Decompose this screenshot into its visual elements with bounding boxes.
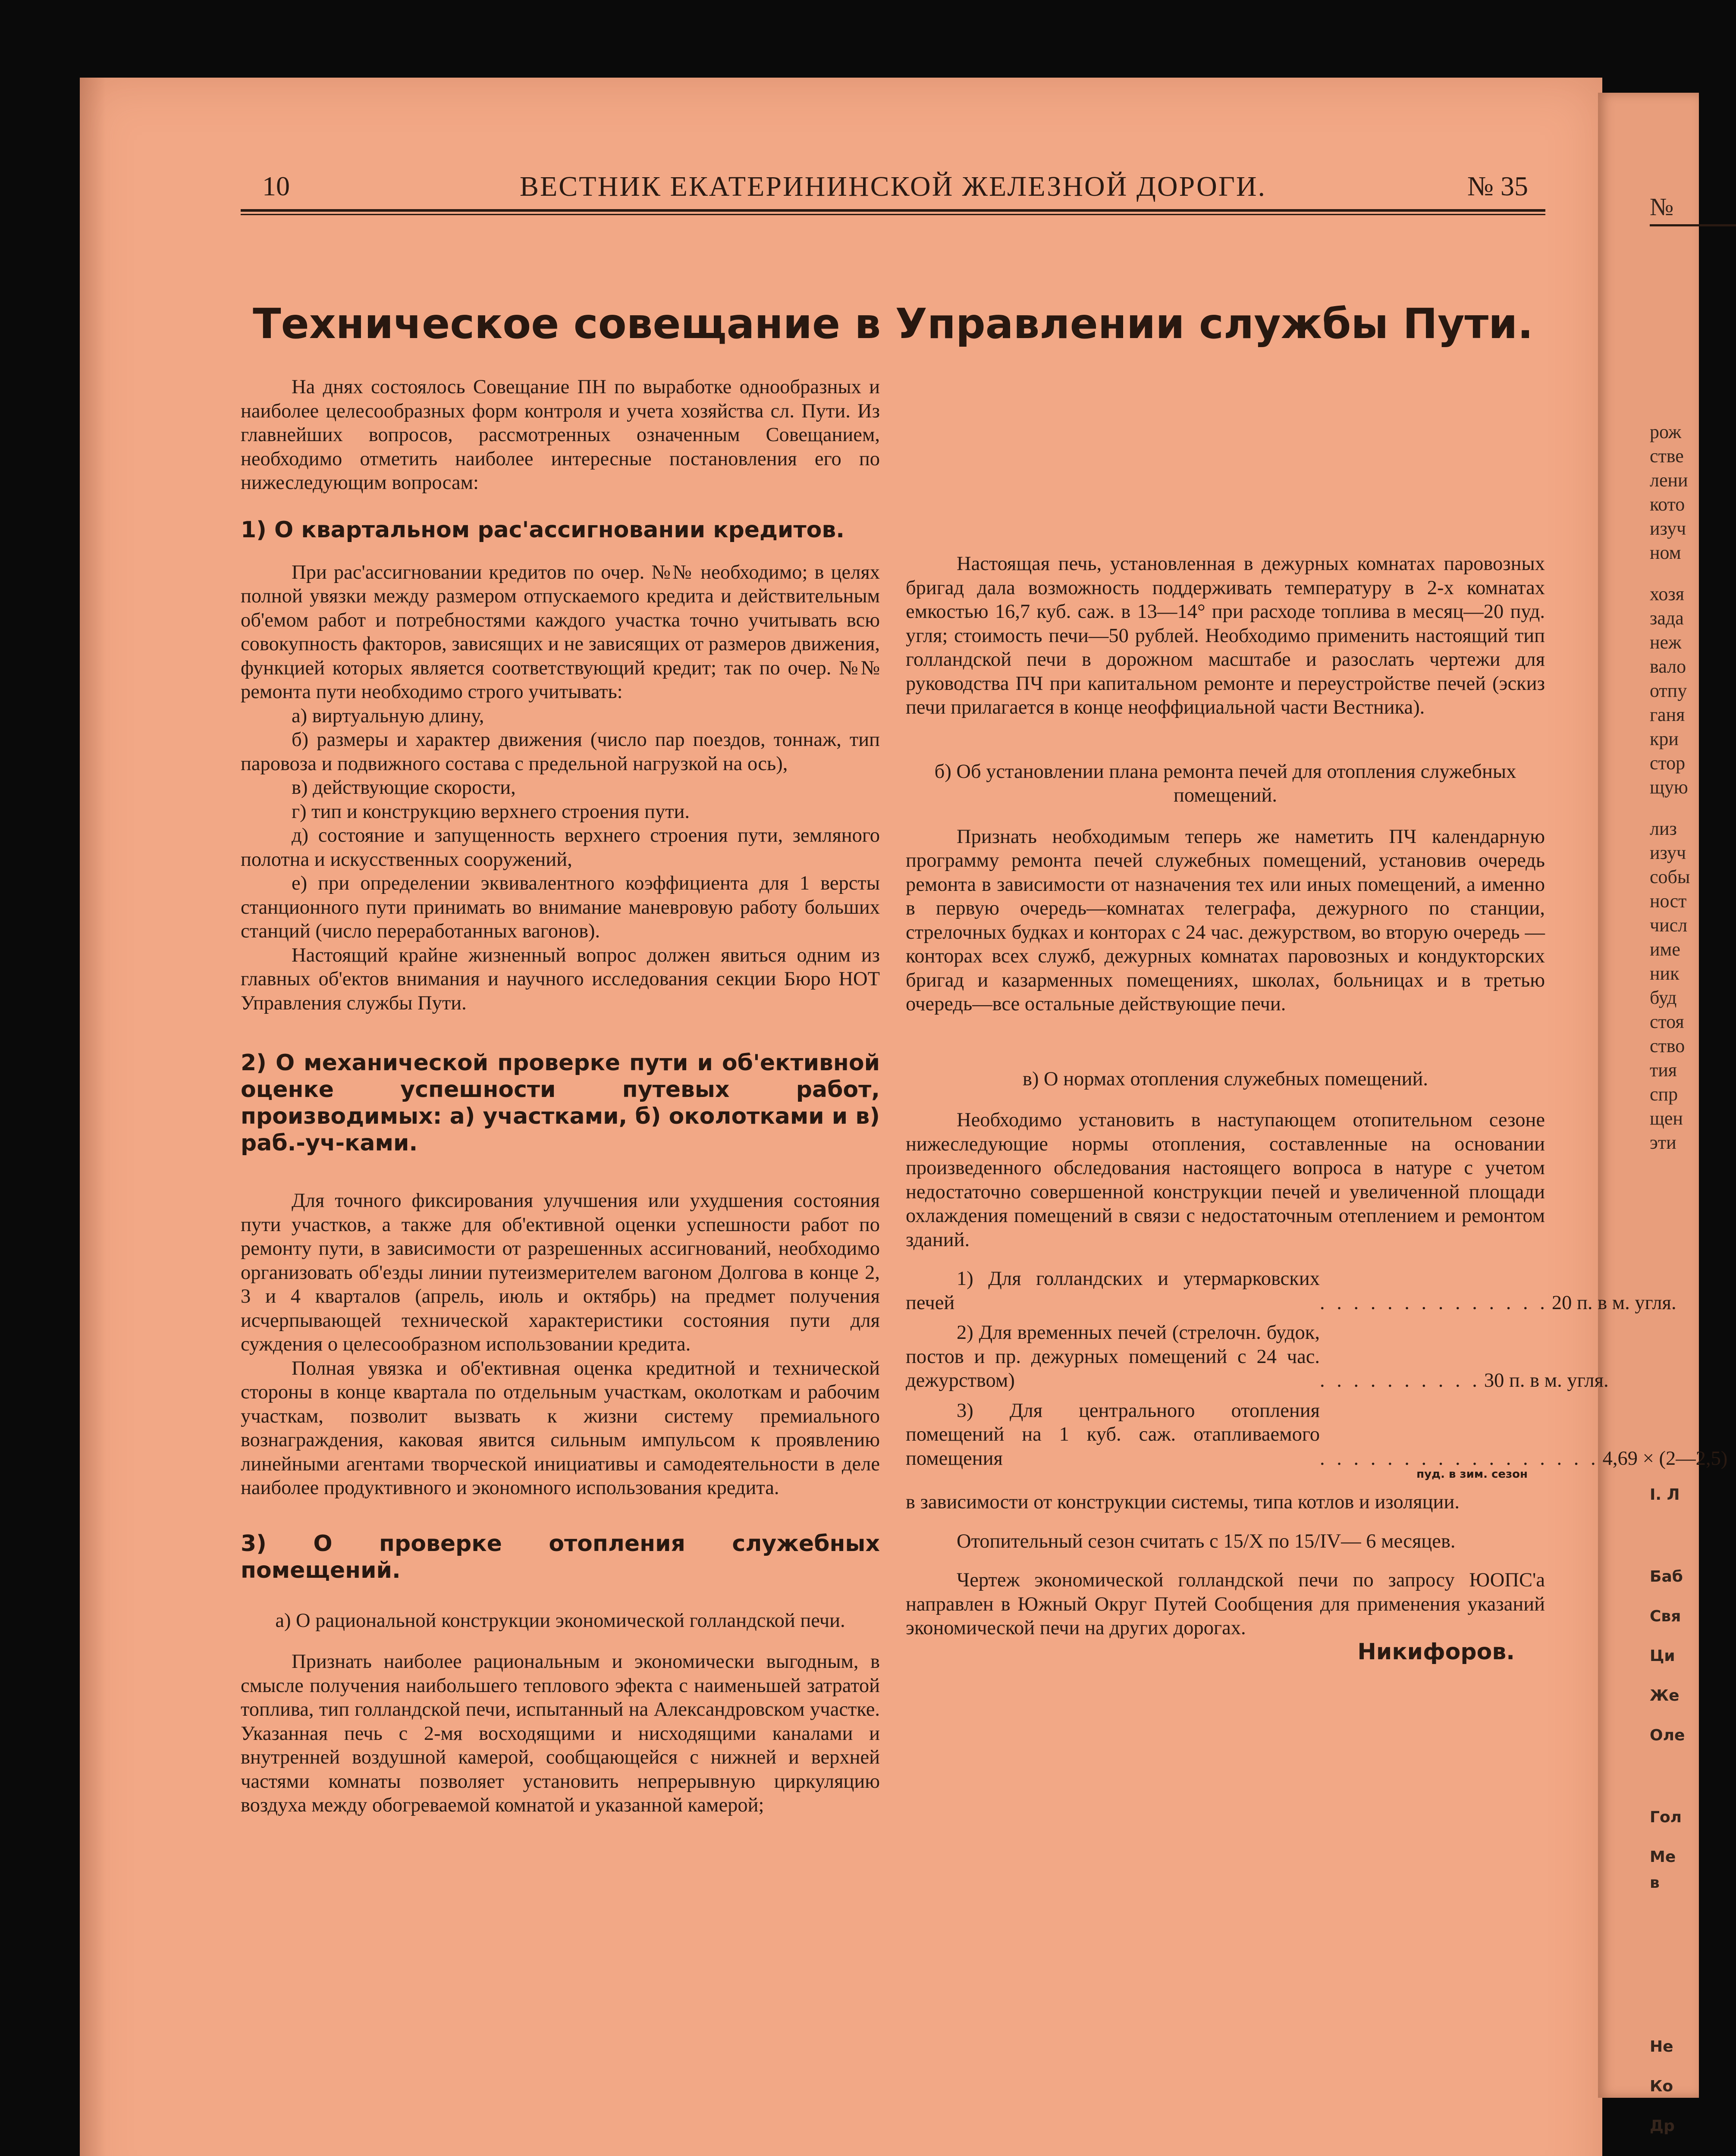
intro-paragraph: На днях состоялось Совещание ПН по выработке однообразных и наиболее целесообразных форм контроля и учета хозяйства сл. Пути. Из главнейших вопросов, рассмотренных означенным Совещанием, необходимо отметить наиболее интересные постановления его по нижеследующим вопросам:	[241, 376, 880, 494]
adjacent-page-fragment: щен	[1650, 1108, 1683, 1129]
adjacent-page-fragment: ност	[1650, 890, 1687, 912]
adjacent-page-fragment: I. Л	[1650, 1486, 1680, 1504]
norm-leader: . . . . . . . . . . . . . .	[1320, 1291, 1548, 1314]
adjacent-page-fragment: буд	[1650, 987, 1677, 1008]
adjacent-page-fragment: числ	[1650, 915, 1688, 936]
subsection-a-paragraph: Настоящая печь, установленная в дежурных комнатах паровозных бригад дала возможность поддерживать температуру в 2-х комнатах емкостью 16,7 куб. саж. в 13—14° при расходе топлива в месяц—20 пуд. угля; стоимость печи—50 рублей. Необходимо применить настоящий тип голландской печи в дорожном масштабе и разослать чертежи для руководства ПЧ при капитальном ремонте и переустройстве печей (эскиз печи прилагается в конце неоффициальной части Вестника).	[906, 553, 1545, 718]
norm-row	[906, 1321, 1609, 1393]
adjacent-page-fragment: Др	[1650, 2117, 1675, 2135]
adjacent-page-fragment: стоя	[1650, 1011, 1684, 1032]
norm-label: 1) Для голландских и утермарковских печей	[906, 1268, 1320, 1314]
left-column	[241, 375, 880, 2100]
norm-row	[906, 1399, 1728, 1471]
adjacent-page-fragment: ство	[1650, 1035, 1685, 1056]
adjacent-page-fragment: ник	[1650, 963, 1679, 984]
adjacent-page-fragment: име	[1650, 939, 1680, 960]
list-item: а) виртуальную длину,	[292, 705, 484, 727]
subsection-v-heading: в) О нормах отопления служебных помещений.	[1022, 1068, 1428, 1090]
adjacent-page-fragment: ном	[1650, 542, 1681, 563]
spacer	[906, 720, 1545, 735]
norm-value: 20 п. в м. угля.	[1551, 1291, 1676, 1314]
adjacent-page-fragment: Свя	[1650, 1608, 1681, 1625]
adjacent-page-fragment: в	[1650, 1874, 1660, 1892]
adjacent-page-fragment: рож	[1650, 421, 1682, 442]
adjacent-page-issue: №	[1650, 193, 1674, 221]
adjacent-page-fragment: лени	[1650, 470, 1688, 491]
subsection-a-heading: а) О рациональной конструкции экономической голландской печи.	[275, 1609, 845, 1632]
adjacent-page-fragment: тия	[1650, 1059, 1677, 1081]
article-author: Никифоров.	[1357, 1639, 1515, 1665]
subsection-b-paragraph: Признать необходимым теперь же наметить ПЧ календарную программу ремонта печей служебных помещений, установив очередь ремонта в зависимости от назначения тех или иных помещений, а именно в первую очередь—комнатах телеграфа, дежурного по станции, стрелочных будках и конторах с 24 час. дежурством, во вторую очередь — конторах всех служб, дежурных комнатах паровозных и кондукторских бригад и казарменных помещениях, школах, больницах и в третью очередь—все остальные действующие печи.	[906, 825, 1545, 1015]
subsection-v-paragraph: в зависимости от конструкции системы, типа котлов и изоляции.	[906, 1491, 1460, 1513]
issue-number: № 35	[1467, 171, 1528, 201]
page-number: 10	[262, 171, 290, 201]
adjacent-page-fragment: изуч	[1650, 518, 1686, 539]
norm-label: 2) Для временных печей (стрелочн. будок, постов и пр. дежурных помещений с 24 час. дежурством)	[906, 1322, 1320, 1391]
norm-row	[906, 1267, 1676, 1315]
adjacent-page-fragment: хозя	[1650, 583, 1684, 605]
list-item: в) действующие скорости,	[292, 777, 516, 799]
adjacent-page-fragment: вало	[1650, 656, 1686, 677]
adjacent-page-fragment: собы	[1650, 866, 1690, 887]
adjacent-page-fragment: эти	[1650, 1132, 1676, 1153]
journal-title: ВЕСТНИК ЕКАТЕРИНИНСКОЙ ЖЕЛЕЗНОЙ ДОРОГИ.	[519, 171, 1267, 202]
section-2-paragraph: Для точного фиксирования улучшения или ухудшения состояния пути участков, а также для об'ективной оценки успешности работ по ремонту пути, в зависимости от разрешенных ассигнований, необходимо организовать об'езды линии путеизмерителем вагоном Долгова в конце 2, 3 и 4 кварталов (апрель, июль и октябрь) на предмет получения исчерпывающей технической характеристики состояния пути для суждения о целесообразном использовании кредита.	[241, 1190, 880, 1355]
adjacent-page-fragment: изуч	[1650, 842, 1686, 863]
adjacent-page-fragment: Ко	[1650, 2078, 1673, 2095]
adjacent-page-fragment: Баб	[1650, 1568, 1683, 1586]
list-item: б) размеры и характер движения (число пар поездов, тоннаж, тип паровоза и подвижного состава с предельной нагрузкой на ось),	[241, 729, 880, 775]
adjacent-page-fragment: Ме	[1650, 1848, 1676, 1866]
adjacent-page-fragment: Оле	[1650, 1727, 1685, 1744]
subsection-v-paragraph: Чертеж экономической голландской печи по запросу ЮОПС'а направлен в Южный Округ Путей Сообщения для применения указаний экономической печи на других дорогах.	[906, 1569, 1545, 1639]
subsection-v-paragraph: Необходимо установить в наступающем отопительном сезоне нижеследующие нормы отопления, составленные на основании произведенного обследования настоящего вопроса в натуре с учетом недостаточно совершенной конструкции печей и увеличенной площади охлаждения помещений в связи с недостаточным отеплением и ремонтом зданий.	[906, 1109, 1545, 1251]
spacer	[906, 1252, 1545, 1267]
norm-leader: . . . . . . . . . .	[1320, 1369, 1481, 1391]
section-1-conclusion: Настоящий крайне жизненный вопрос должен явиться одним из главных об'ектов внимания и научного исследования секции Бюро НОТ Управления службы Пути.	[241, 944, 880, 1014]
subsection-v-paragraph: Отопительный сезон считать с 15/X по 15/IV— 6 месяцев.	[957, 1530, 1456, 1552]
adjacent-page-fragment: Не	[1650, 2038, 1673, 2056]
adjacent-page-fragment: лиз	[1650, 818, 1677, 839]
subsection-b-heading: б) Об установлении плана ремонта печей для отопления служебных помещений.	[934, 760, 1516, 806]
column-continuation-spacer	[906, 369, 1545, 537]
page-header	[241, 170, 1545, 209]
adjacent-page-rule	[1650, 224, 1736, 226]
adjacent-page-fragment: щую	[1650, 777, 1688, 798]
norm-value: 4,69 × (2—2,5)	[1602, 1447, 1728, 1470]
adjacent-page-fragment: кото	[1650, 494, 1685, 515]
adjacent-page-fragment: стор	[1650, 752, 1686, 774]
adjacent-page-fragment: стве	[1650, 445, 1684, 467]
adjacent-page-fragment: кри	[1650, 728, 1679, 749]
adjacent-page-edge	[1598, 93, 1699, 2135]
article-title: Техническое совещание в Управлении службы Пути.	[253, 300, 1533, 348]
adjacent-page-fragment: Ци	[1650, 1647, 1675, 1665]
section-1-paragraph: При рас'ассигновании кредитов по очер. №№ необходимо; в целях полной увязки между размером отпускаемого кредита и действительным об'емом работ и потребностями каждого участка точно учитывать всю совокупность факторов, зависящих и не зависящих от размеров движения, функцией которых является соответствующий кредит; так по очер. №№ ремонта пути необходимо строго учитывать:	[241, 561, 880, 703]
section-1-heading: 1) О квартальном рас'ассигновании кредитов.	[241, 517, 845, 543]
norm-label: 3) Для центрального отопления помещений на 1 куб. саж. отапливаемого помещения	[906, 1399, 1320, 1470]
adjacent-page-fragment: отпу	[1650, 680, 1687, 701]
list-item: е) при определении эквивалентного коэффициента для 1 версты станционного пути принимать во внимание маневровую работу больших станций (число переработанных вагонов).	[241, 872, 880, 942]
spacer	[906, 1016, 1545, 1042]
adjacent-page-fragment: зада	[1650, 608, 1684, 629]
header-rule	[241, 209, 1545, 215]
adjacent-page-fragment: Же	[1650, 1687, 1679, 1705]
spacer	[906, 1553, 1545, 1568]
spacer	[241, 1174, 880, 1189]
norm-value: 30 п. в м. угля.	[1484, 1369, 1609, 1391]
subsection-a-paragraph: Признать наиболее рациональным и экономически выгодным, в смысле получения наибольшего теплового эфекта с наименьшей затратой топлива, тип голландской печи, испытанный на Александровском участке. Указанная печь с 2-мя восходящими и нисходящими каналами и внутренней воздушной камерой, сообщающейся с нижней и верхней частями комнаты позволяет установить непрерывную циркуляцию воздуха между обогреваемой комнатой и указанной камерой;	[241, 1651, 880, 1816]
formula-note: пуд. в зим. сезон	[1416, 1468, 1528, 1481]
adjacent-page-fragment: спр	[1650, 1084, 1678, 1105]
adjacent-page-fragment: Гол	[1650, 1808, 1682, 1826]
adjacent-page-fragment: ганя	[1650, 704, 1685, 725]
section-3-heading: 3) О проверке отопления служебных помещений.	[241, 1530, 880, 1583]
spacer	[906, 537, 1545, 552]
adjacent-page-fragment: неж	[1650, 632, 1682, 653]
list-item: д) состояние и запущенность верхнего строения пути, земляного полотна и искусственных сооружений,	[241, 824, 880, 871]
list-item: г) тип и конструкцию верхнего строения пути.	[292, 800, 690, 823]
section-2-paragraph: Полная увязка и об'ективная оценка кредитной и технической стороны в конце квартала по отдельным участкам, околоткам и рабочим участкам, позволит вызвать к жизни систему премиального вознаграждения, каковая явится сильным импульсом к проявлению линейными агентами творческой инициативы и самодеятельности в деле наиболее продуктивного и экономного использования кредита.	[241, 1357, 880, 1499]
spacer	[906, 1514, 1545, 1529]
norm-leader: . . . . . . . . . . . . . . . . .	[1320, 1447, 1599, 1470]
section-2-heading: 2) О механической проверке пути и об'ективной оценке успешности путевых работ, производимых: а) участками, б) околотками и в) раб.-уч-ками.	[241, 1050, 880, 1156]
